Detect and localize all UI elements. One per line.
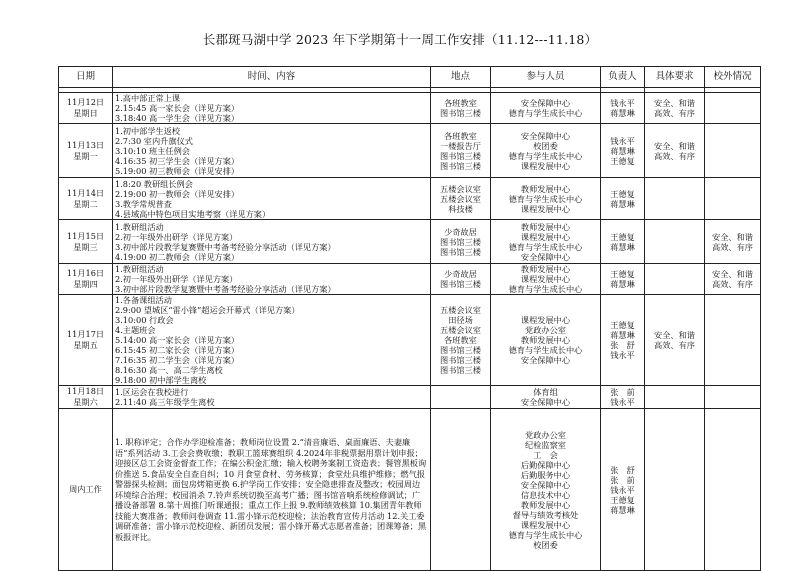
cell-line: 3.18:40 高一学生会（详见方案） — [115, 113, 240, 123]
cell-line: 蒋慧琳 — [610, 241, 635, 252]
day-weekday: 星期三 — [73, 241, 98, 252]
cell-line: 蒋慧琳 — [610, 504, 635, 515]
day-date: 11月16日 — [66, 268, 105, 278]
weekly-content — [113, 409, 431, 571]
cell-line: 图书馆三楼 — [440, 160, 481, 171]
cell-line: 5.14:00 高一家长会（详见方案） — [115, 335, 240, 345]
header-offcampus: 校外情况 — [705, 67, 761, 88]
cell-line: 五楼会议室 — [440, 305, 481, 315]
content-cell — [113, 264, 431, 295]
page-title: 长郡斑马湖中学 2023 年下学期第十一周工作安排（11.12---11.18） — [202, 32, 598, 47]
day-row — [59, 124, 761, 178]
cell-line: 安全、和谐 — [712, 231, 753, 242]
cell-line: 课程发展中心 — [520, 231, 571, 242]
participants-cell — [491, 220, 601, 264]
cell-line: 3.10:10 班主任例会 — [115, 145, 190, 156]
day-date: 11月18日 — [66, 386, 105, 396]
cell-line: 教师发展中心 — [520, 183, 571, 194]
cell-line: 德育与学生成长中心 — [508, 284, 583, 294]
participants-cell — [491, 386, 601, 409]
cell-line: 王德复 — [610, 320, 635, 330]
cell-line: 五楼会议室 — [440, 193, 481, 204]
header-date: 日期 — [59, 67, 113, 88]
content-cell — [113, 295, 431, 386]
weekly-offcampus — [705, 409, 761, 571]
day-cell — [59, 386, 113, 409]
day-weekday: 星期四 — [73, 279, 98, 289]
day-row — [59, 386, 761, 409]
day-cell — [59, 93, 113, 124]
cell-line: 一楼报告厅 — [440, 140, 481, 151]
participants-cell — [491, 93, 601, 124]
cell-line: 五楼会议室 — [440, 325, 481, 335]
cell-line: 高效、有序 — [712, 241, 753, 252]
cell-line: 蒋慧琳 — [610, 279, 635, 289]
responsible-cell — [601, 178, 645, 220]
cell-line: 1.各备课组活动 — [115, 295, 172, 305]
offcampus-cell — [705, 124, 761, 178]
cell-line: 德育与学生成长中心 — [508, 241, 583, 252]
day-date: 11月14日 — [66, 187, 105, 198]
location-cell — [431, 93, 491, 124]
day-row — [59, 178, 761, 220]
location-cell — [431, 264, 491, 295]
cell-line: 2.初一年级外出研学（详见方案） — [115, 274, 238, 284]
cell-line: 钱永平 — [610, 484, 635, 495]
cell-line: 1.区运会在我校进行 — [115, 387, 189, 397]
requirements-cell — [645, 124, 705, 178]
cell-line: 高效、有序 — [712, 279, 753, 289]
responsible-cell — [601, 124, 645, 178]
cell-line: 安全保障中心 — [520, 397, 571, 407]
content-cell — [113, 93, 431, 124]
cell-line: 2.15:45 高一家长会（详见方案） — [115, 103, 240, 113]
day-cell — [59, 295, 113, 386]
cell-line: 图书馆三楼 — [440, 246, 481, 257]
day-weekday: 星期六 — [73, 397, 98, 407]
location-cell — [431, 124, 491, 178]
cell-line: 钱永平 — [610, 135, 635, 146]
cell-line: 2.7:30 室内升旗仪式 — [115, 135, 193, 146]
cell-line: 图书馆三楼 — [440, 108, 481, 118]
cell-line: 4.主题班会 — [115, 325, 156, 335]
cell-line: 蒋慧琳 — [610, 330, 635, 340]
cell-line: 8.16:30 高一、高二学生离校 — [115, 365, 223, 375]
weekly-participants — [491, 409, 601, 571]
day-cell — [59, 264, 113, 295]
cell-line: 2.11:40 高三年级学生离校 — [115, 397, 215, 407]
location-cell — [431, 386, 491, 409]
requirements-cell — [645, 386, 705, 409]
cell-line: 后勤服务中心 — [520, 469, 571, 480]
participants-cell — [491, 178, 601, 220]
cell-line: 课程发展中心 — [520, 519, 571, 530]
cell-line: 校团委 — [533, 140, 558, 151]
cell-line: 安全保障中心 — [520, 355, 571, 365]
location-cell — [431, 295, 491, 386]
header-requirements: 具体要求 — [645, 67, 705, 88]
offcampus-cell — [705, 178, 761, 220]
cell-line: 安全保障中心 — [520, 98, 571, 108]
cell-line: 图书馆三楼 — [440, 355, 481, 365]
cell-line: 张 前 — [610, 474, 635, 485]
day-cell — [59, 178, 113, 220]
cell-line: 安全、和谐 — [712, 269, 753, 279]
day-row — [59, 93, 761, 124]
header-participants: 参与人员 — [491, 67, 601, 88]
cell-line: 2.9:00 望城区“雷小锋”超运会开幕式（详见方案） — [115, 305, 300, 315]
day-weekday: 星期日 — [73, 108, 98, 118]
cell-line: 蒋慧琳 — [610, 145, 635, 156]
offcampus-cell — [705, 295, 761, 386]
day-row — [59, 220, 761, 264]
day-row — [59, 264, 761, 295]
cell-line: 1.教研组活动 — [115, 264, 164, 274]
offcampus-cell — [705, 264, 761, 295]
cell-line: 9.18:00 初中部学生离校 — [115, 375, 207, 385]
cell-line: 教师发展中心 — [520, 264, 571, 274]
cell-line: 德育与学生成长中心 — [508, 193, 583, 204]
cell-line: 少奇故居 — [444, 226, 477, 237]
cell-line: 4.19:00 初二教师会（详见方案） — [115, 251, 240, 262]
requirements-cell — [645, 220, 705, 264]
cell-line: 3.初中部片段教学复赛暨中考备考经验分享活动（详见方案） — [115, 241, 336, 252]
cell-line: 王德复 — [610, 494, 635, 505]
cell-line: 课程发展中心 — [520, 274, 571, 284]
day-weekday: 星期二 — [73, 198, 98, 209]
day-cell — [59, 220, 113, 264]
cell-line: 钱永平 — [610, 350, 635, 360]
cell-line: 4.16:35 初三学生会（详见方案） — [115, 155, 240, 166]
day-cell — [59, 124, 113, 178]
cell-line: 图书馆三楼 — [440, 345, 481, 355]
cell-line: 五楼会议室 — [440, 183, 481, 194]
location-cell — [431, 220, 491, 264]
day-date: 11月15日 — [66, 230, 105, 241]
cell-line: 3.教学常规普查 — [115, 198, 172, 209]
cell-line: 钱永平 — [610, 98, 635, 108]
participants-cell — [491, 295, 601, 386]
cell-line: 各班教室 — [444, 98, 477, 108]
cell-line: 高效、有序 — [654, 108, 695, 118]
cell-line: 德育与学生成长中心 — [508, 529, 583, 540]
day-weekday: 星期五 — [73, 340, 98, 350]
cell-line: 王德复 — [610, 155, 635, 166]
cell-line: 各班教室 — [444, 130, 477, 141]
cell-line: 课程发展中心 — [520, 203, 571, 214]
cell-line: 高效、有序 — [654, 150, 695, 161]
cell-line: 张 前 — [610, 387, 635, 397]
cell-line: 安全保障中心 — [520, 130, 571, 141]
cell-line: 1.教研组活动 — [115, 221, 164, 232]
cell-line: 安全、和谐 — [654, 98, 695, 108]
cell-line: 安全保障中心 — [520, 479, 571, 490]
content-cell — [113, 386, 431, 409]
participants-cell — [491, 264, 601, 295]
day-date: 11月12日 — [66, 97, 105, 107]
cell-line: 张 舒 — [610, 464, 635, 475]
requirements-cell — [645, 178, 705, 220]
day-date: 11月13日 — [66, 139, 105, 150]
cell-line: 1.高中部正常上课 — [115, 93, 181, 103]
requirements-cell — [645, 295, 705, 386]
cell-line: 科技楼 — [448, 203, 473, 214]
responsible-cell — [601, 220, 645, 264]
cell-line: 高效、有序 — [654, 340, 695, 350]
weekly-requirements — [645, 409, 705, 571]
cell-line: 德育与学生成长中心 — [508, 345, 583, 355]
cell-line: 王德复 — [610, 269, 635, 279]
cell-line: 纪检监察室 — [525, 439, 566, 450]
cell-line: 7.16:35 初二学生会（详见方案） — [115, 355, 240, 365]
cell-line: 德育与学生成长中心 — [508, 108, 583, 118]
cell-line: 田径场 — [448, 315, 473, 325]
cell-line: 张 舒 — [610, 340, 635, 350]
cell-line: 蒋慧琳 — [610, 108, 635, 118]
cell-line: 5.19:00 初三教师会（详见安排） — [115, 165, 240, 176]
cell-line: 少奇故居 — [444, 269, 477, 279]
content-cell — [113, 178, 431, 220]
cell-line: 党政办公室 — [525, 429, 566, 440]
cell-line: 校团委 — [533, 539, 558, 550]
cell-line: 体育组 — [533, 387, 558, 397]
cell-line: 教师发展中心 — [520, 335, 571, 345]
schedule-table — [58, 66, 761, 571]
location-cell — [431, 178, 491, 220]
cell-line: 王德复 — [610, 188, 635, 199]
cell-line: 党政办公室 — [525, 325, 566, 335]
header-row — [59, 67, 761, 88]
offcampus-cell — [705, 220, 761, 264]
weekly-responsible — [601, 409, 645, 571]
cell-line: 工 会 — [533, 449, 558, 460]
participants-cell — [491, 124, 601, 178]
weekly-location — [431, 409, 491, 571]
cell-line: 2.初一年级外出研学（详见方案） — [115, 231, 238, 242]
cell-line: 图书馆三楼 — [440, 279, 481, 289]
cell-line: 1. 职称评定；合作办学迎检准备；教师岗位设置 2.“清音廉语、桌面廉语、夫妻廉语”系列活动 3.工会会费收缴；教职工篮球赛组织 4.2024年非税票据用票计划申报；迎接区总工会资金督查工作；在编公积金汇缴；输入校聘务案制工资造表；餐管黑板询价推送 5.食品安全自查自纠；10 月食堂食材、劳务核算；食堂灶具维护维修；燃气报警器探头检测；面包房烤箱更换 6.护学岗工作安排；安全隐患排查及整改；校园周边环境综合治理；校园消杀 7.铃声系统切换至高考广播；图书馆音响系统检修调试；广播设备部署 8.第十周推门听课通报；重点工作上报 9.教师绩效核算 10.集团青年教师技能大赛准备；教师问卷调查 11.雷小锋示范校迎检；法治教育宣传月活动 12.关工委调研准备；雷小锋示范校迎检、新团员发展；雷小锋开幕式志愿者准备；团课筹备；黑板报评比。 — [115, 437, 427, 542]
cell-line: 后勤保障中心 — [520, 459, 571, 470]
cell-line: 教师发展中心 — [520, 221, 571, 232]
cell-line: 图书馆三楼 — [440, 236, 481, 247]
responsible-cell — [601, 386, 645, 409]
cell-line: 信息技术中心 — [520, 489, 571, 500]
cell-line: 安全保障中心 — [520, 251, 571, 262]
cell-line: 教师发展中心 — [520, 499, 571, 510]
content-cell — [113, 124, 431, 178]
weekly-row — [59, 409, 761, 571]
cell-line: 德育与学生成长中心 — [508, 150, 583, 161]
cell-line: 图书馆三楼 — [440, 150, 481, 161]
weekly-label: 周内工作 — [59, 409, 113, 571]
cell-line: 3.10:00 行政会 — [115, 315, 174, 325]
cell-line: 课程发展中心 — [520, 160, 571, 171]
header-location: 地点 — [431, 67, 491, 88]
cell-line: 安全、和谐 — [654, 140, 695, 151]
offcampus-cell — [705, 93, 761, 124]
cell-line: 王德复 — [610, 231, 635, 242]
day-date: 11月17日 — [66, 329, 105, 339]
cell-line: 4.县域高中特色项目实地考察（详见方案） — [115, 208, 271, 219]
cell-line: 钱永平 — [610, 397, 635, 407]
cell-line: 督导与绩效考核处 — [512, 509, 579, 520]
cell-line: 6.15:45 初二家长会（详见方案） — [115, 345, 240, 355]
cell-line: 3.初中部片段教学复赛暨中考备考经验分享活动（详见方案） — [115, 284, 336, 294]
day-row — [59, 295, 761, 386]
header-responsible: 负责人 — [601, 67, 645, 88]
cell-line: 课程发展中心 — [520, 315, 571, 325]
content-cell — [113, 220, 431, 264]
cell-line: 1.初中部学生返校 — [115, 125, 181, 136]
cell-line: 图书馆三楼 — [440, 365, 481, 375]
requirements-cell — [645, 264, 705, 295]
cell-line: 2.19:00 初一教师会（详见安排） — [115, 188, 240, 199]
responsible-cell — [601, 93, 645, 124]
day-weekday: 星期一 — [73, 150, 98, 161]
offcampus-cell — [705, 386, 761, 409]
responsible-cell — [601, 295, 645, 386]
responsible-cell — [601, 264, 645, 295]
cell-line: 1.8:20 教研组长例会 — [115, 178, 193, 189]
cell-line: 蒋慧琳 — [610, 198, 635, 209]
header-content: 时间、内容 — [113, 67, 431, 88]
requirements-cell — [645, 93, 705, 124]
cell-line: 安全、和谐 — [654, 330, 695, 340]
cell-line: 各班教室 — [444, 335, 477, 345]
